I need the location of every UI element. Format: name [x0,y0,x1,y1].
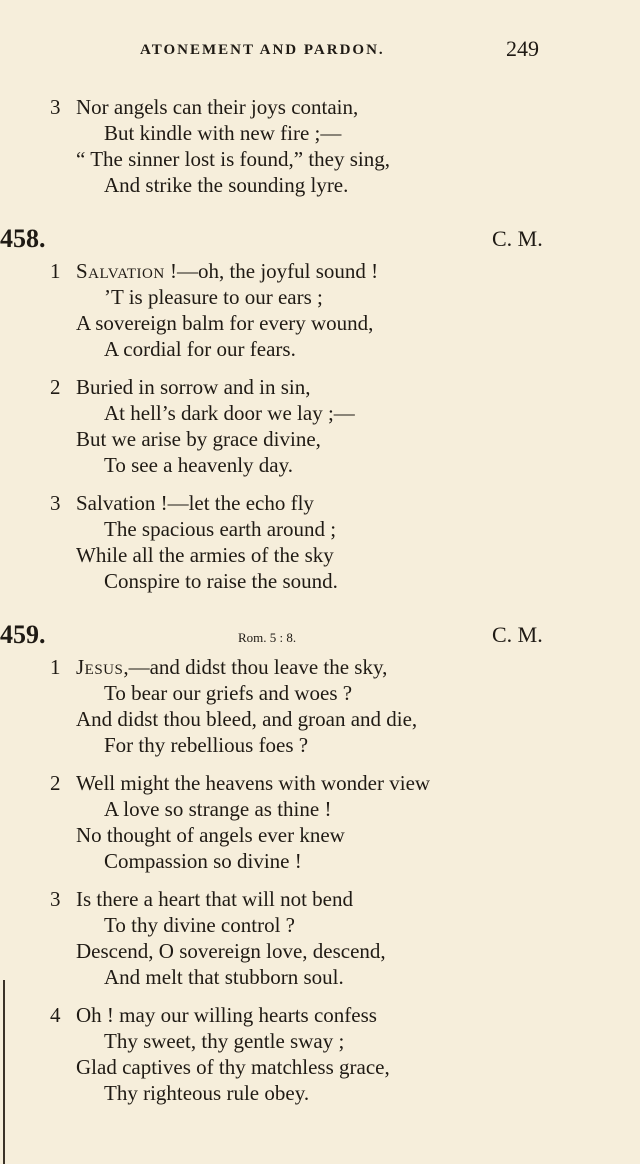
stanza-line: Thy righteous rule obey. [104,1081,310,1105]
hymn-number: 458. [0,224,46,253]
stanza [0,490,640,594]
stanza-line: 3 Is there a heart that will not bend [50,887,353,911]
stanza-number: 4 [50,1003,61,1027]
stanza-line: 2 Well might the heavens with wonder view [50,771,431,795]
hymn-number: 459. [0,620,46,649]
stanza-number: 3 [50,95,61,119]
continued-stanza [0,94,640,198]
stanza [0,770,640,874]
stanza-number: 3 [50,887,61,911]
stanza-line: No thought of angels ever knew [76,823,345,847]
stanza-line: To thy divine control ? [104,913,295,937]
stanza-line: Compassion so divine ! [104,849,302,873]
stanza-line: The spacious earth around ; [104,517,337,541]
stanza-number: 2 [50,771,61,795]
stanza-line: 3 Nor angels can their joys contain, [50,95,359,119]
stanza-line: Thy sweet, thy gentle sway ; [104,1029,345,1053]
stanza-line: Descend, O sovereign love, descend, [76,939,386,963]
stanza-line: 1 Jesus,—and didst thou leave the sky, [50,655,388,679]
stanza-line: But we arise by grace divine, [76,427,321,451]
stanza-line: 1 Salvation !—oh, the joyful sound ! [50,259,379,283]
stanza-line: To bear our griefs and woes ? [104,681,353,705]
stanza-line: 3 Salvation !—let the echo fly [50,491,314,515]
stanza-line: Glad captives of thy matchless grace, [76,1055,390,1079]
running-title: ATONEMENT AND PARDON. [140,42,385,58]
stanza-line: ’T is pleasure to our ears ; [104,285,323,309]
stanza [0,886,640,990]
stanza-line: Conspire to raise the sound. [104,569,338,593]
stanza [0,258,640,362]
stanza [0,1002,640,1106]
stanza-number: 2 [50,375,61,399]
stanza-line: For thy rebellious foes ? [104,733,309,757]
stanza-line: At hell’s dark door we lay ;— [104,401,355,425]
stanza-line: And melt that stubborn soul. [104,965,344,989]
page-number: 249 [506,36,539,61]
scripture-reference: Rom. 5 : 8. [238,630,297,645]
stanza-line: A cordial for our fears. [104,337,296,361]
stanza-number: 1 [50,655,61,679]
stanza-line: 4 Oh ! may our willing hearts confess [50,1003,377,1027]
stanza-line: A sovereign balm for every wound, [76,311,374,335]
stanza-line: While all the armies of the sky [76,543,334,567]
stanza-line: 2 Buried in sorrow and in sin, [50,375,311,399]
stanza-line: To see a heavenly day. [104,453,293,477]
hymn-meter: C. M. [492,226,543,251]
stanza-number: 3 [50,491,61,515]
stanza-line: “ The sinner lost is found,” they sing, [76,147,390,171]
stanza [0,654,640,758]
page-edge-shadow [3,980,5,1164]
hymn-meter: C. M. [492,622,543,647]
first-word: Salvation [76,259,165,283]
stanza-line: And didst thou bleed, and groan and die, [76,707,418,731]
stanza-line: A love so strange as thine ! [104,797,332,821]
first-word: Jesus [76,655,124,679]
stanza-number: 1 [50,259,61,283]
stanza [0,374,640,478]
stanza-line: But kindle with new fire ;— [104,121,342,145]
stanza-line: And strike the sounding lyre. [104,173,349,197]
